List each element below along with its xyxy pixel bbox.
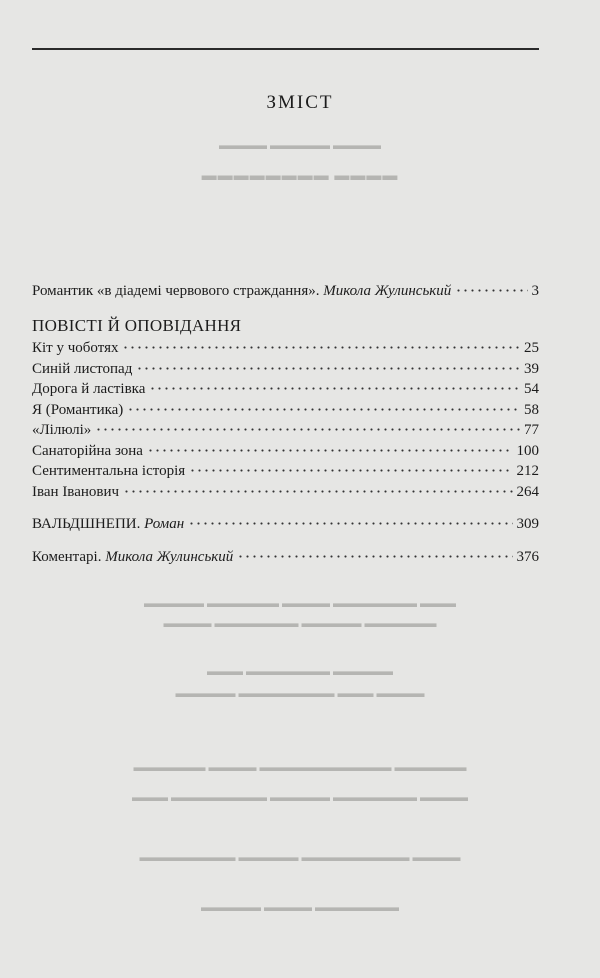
toc-page-number: 212 xyxy=(516,463,539,479)
toc-label: Санаторійна зона xyxy=(32,442,143,459)
toc-label: Іван Іванович xyxy=(32,483,120,500)
toc-author: Микола Жулинський xyxy=(323,283,452,299)
bleed-through-decoration: ▬▬▬▬▬ ▬▬▬▬ ▬▬▬▬▬▬▬ xyxy=(201,900,399,914)
toc-page-number: 376 xyxy=(516,549,539,565)
dot-leader xyxy=(455,280,527,295)
toc-page-number: 264 xyxy=(516,483,539,500)
toc-row xyxy=(32,481,539,502)
bleed-through-decoration: ▬▬▬▬ ▬▬▬▬▬▬▬ ▬▬▬▬▬ ▬▬▬▬▬▬ xyxy=(163,616,437,630)
section-heading: ПОВІСТІ Й ОПОВІДАННЯ xyxy=(32,316,242,335)
toc-label: Синій листопад xyxy=(32,360,133,377)
toc-label: Коментарі. Микола Жулинський xyxy=(32,549,234,565)
toc-row xyxy=(32,378,539,399)
dot-leader xyxy=(122,337,520,352)
toc-row xyxy=(32,440,539,461)
toc-row xyxy=(32,546,539,567)
toc-row xyxy=(32,337,539,358)
toc-label: ВАЛЬДШНЕПИ. Роман xyxy=(32,516,185,532)
toc-page-number: 58 xyxy=(524,401,539,418)
toc-page-number: 77 xyxy=(524,422,539,438)
toc-row xyxy=(32,399,539,420)
toc-comments xyxy=(32,546,539,567)
dot-leader xyxy=(189,460,512,475)
toc-page-number: 100 xyxy=(516,442,539,459)
bleed-through-decoration: ▬▬▬▬▬▬▬▬ ▬▬▬▬ xyxy=(201,168,399,184)
bleed-through-decoration: ▬▬▬▬▬▬▬▬ ▬▬▬▬▬ ▬▬▬▬▬▬▬▬▬ ▬▬▬▬ xyxy=(139,850,461,864)
toc-author: Микола Жулинський xyxy=(105,549,234,565)
toc-label: Я (Романтика) xyxy=(32,401,124,418)
dot-leader xyxy=(136,358,520,373)
bleed-through-decoration: ▬▬▬▬▬ ▬▬▬▬▬▬▬▬ ▬▬▬ ▬▬▬▬ xyxy=(175,686,425,700)
toc-page-number: 39 xyxy=(524,360,539,377)
toc-row xyxy=(32,460,539,481)
toc-page-number: 3 xyxy=(531,283,539,299)
toc-subtitle: Роман xyxy=(144,516,185,532)
toc-novel xyxy=(32,513,539,534)
toc-page-number: 54 xyxy=(524,381,539,397)
dot-leader xyxy=(237,546,512,561)
toc-label: Кіт у чоботях xyxy=(32,340,119,356)
dot-leader xyxy=(127,399,520,414)
dot-leader xyxy=(147,440,513,455)
toc-intro xyxy=(32,280,539,301)
bleed-through-decoration: ▬▬▬▬▬▬ ▬▬▬▬ ▬▬▬▬▬▬▬▬▬▬▬ ▬▬▬▬▬▬ xyxy=(133,760,467,774)
toc-label: Сентиментальна історія xyxy=(32,463,186,479)
toc-label: «Лілюлі» xyxy=(32,422,92,438)
toc-label: Романтик «в діадемі червового страждання». Микола Жулинський xyxy=(32,283,452,299)
bleed-through-decoration: ▬▬▬▬▬ ▬▬▬▬▬▬ ▬▬▬▬ ▬▬▬▬▬▬▬ ▬▬▬ xyxy=(144,596,456,610)
dot-leader xyxy=(188,513,512,528)
toc-label: Дорога й ластівка xyxy=(32,381,146,397)
dot-leader xyxy=(149,378,520,393)
dot-leader xyxy=(95,419,520,434)
toc-row xyxy=(32,280,539,301)
bleed-through-decoration: ▬▬▬ ▬▬▬▬▬▬▬▬ ▬▬▬▬▬ ▬▬▬▬▬▬▬ ▬▬▬▬ xyxy=(132,790,468,804)
bleed-through-decoration: ▬▬▬ ▬▬▬▬▬▬▬ ▬▬▬▬▬ xyxy=(207,664,393,678)
toc-page-number: 25 xyxy=(524,340,539,356)
toc-stories-list xyxy=(32,337,539,501)
bleed-through-decoration: ▬▬▬▬ ▬▬▬▬▬ ▬▬▬▬ xyxy=(219,138,381,152)
dot-leader xyxy=(123,481,512,496)
top-rule xyxy=(32,48,539,50)
toc-row xyxy=(32,513,539,534)
page-title: ЗМІСТ xyxy=(266,92,334,113)
toc-page-number: 309 xyxy=(516,516,539,532)
toc-row xyxy=(32,419,539,440)
toc-row xyxy=(32,358,539,379)
